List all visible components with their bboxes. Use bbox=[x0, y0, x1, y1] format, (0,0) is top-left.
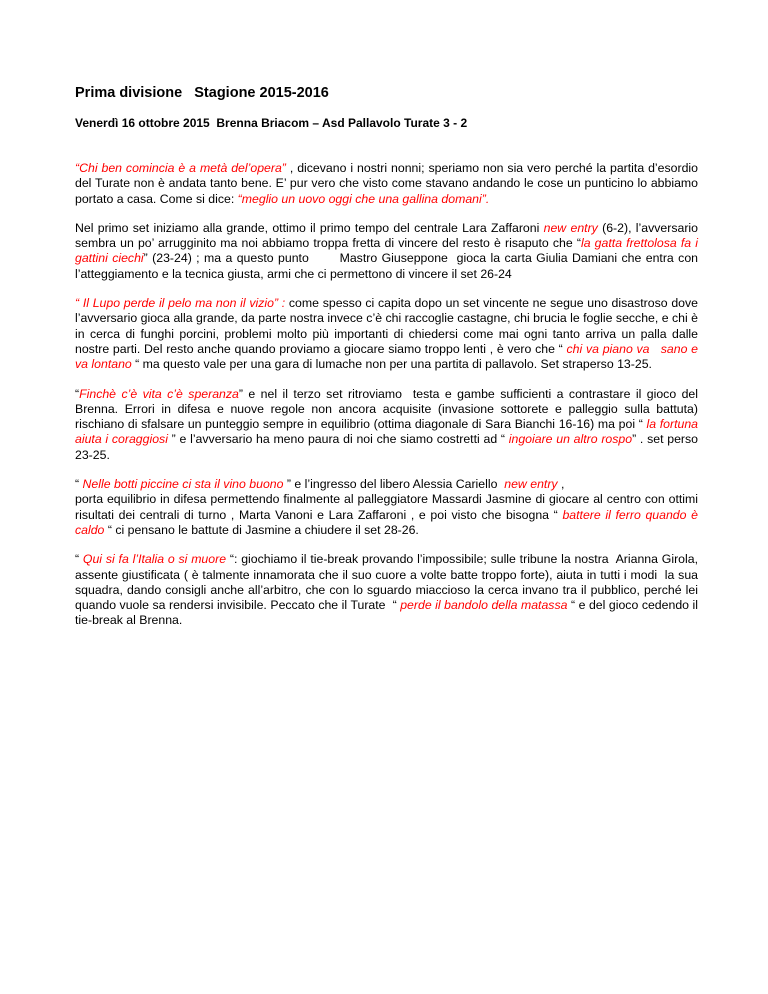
paragraph-text: “ ma questo vale per una gara di lumache non per una partita di pallavolo. Set straperso 13-25. bbox=[131, 357, 652, 372]
paragraph bbox=[75, 552, 702, 628]
paragraph-text: (6-2), l’avversario sembra un po’ arrugginito ma noi abbiamo troppa fretta di vincere del resto è risaputo che “ bbox=[75, 220, 702, 251]
match-heading: Venerdì 16 ottobre 2015 Brenna Briacom – Asd Pallavolo Turate 3 - 2 bbox=[75, 116, 468, 130]
paragraph-text: “ Il Lupo perde il pelo ma non il vizio” : bbox=[75, 296, 286, 311]
paragraph-text: “ ci pensano le battute di Jasmine a chiudere il set 28-26. bbox=[104, 522, 419, 537]
paragraph bbox=[75, 296, 702, 372]
paragraph bbox=[75, 386, 702, 463]
document-title: Prima divisione Stagione 2015-2016 bbox=[75, 85, 329, 101]
paragraph-text: la fortuna aiuta i coraggiosi bbox=[75, 417, 702, 447]
paragraph-text: Nelle botti piccine ci sta il vino buono bbox=[82, 477, 284, 492]
paragraph-text: “meglio un uovo oggi che una gallina domani”. bbox=[237, 191, 490, 206]
paragraph-text: ingoiare un altro rospo bbox=[508, 432, 633, 447]
paragraph-text: ” e nel il terzo set ritroviamo testa e gambe sufficienti a contrastare il gioco del Brenna. Errori in difesa e nuove regole non ancora acquisite (invasione sottorete e palleggio sulla battuta) rischiano di sfalsare un punteggio sempre in equilibrio (ottima diagonale di Sara Bianchi 16-16) ma poi “ bbox=[75, 386, 702, 432]
paragraph-text: new entry bbox=[543, 220, 598, 235]
paragraph bbox=[75, 477, 702, 538]
paragraph-text: la gatta frettolosa fa i gattini ciechi bbox=[75, 236, 702, 266]
paragraph bbox=[75, 220, 702, 282]
paragraph-text: “ bbox=[75, 477, 83, 492]
paragraph-text: “ e del gioco cedendo il tie-break al Brenna. bbox=[75, 598, 702, 628]
paragraph-text: chi va piano va sano e va lontano bbox=[75, 341, 702, 372]
paragraph bbox=[75, 161, 702, 207]
paragraph-text: new entry bbox=[504, 477, 558, 492]
paragraph-text: ” . set perso 23-25. bbox=[75, 432, 702, 462]
paragraph-text: “: giochiamo il tie-break provando l’impossibile; sulle tribune la nostra Arianna Girola, assente giustificata ( è talmente innamorata che il suo cuore a volte batte troppo forte), aiuta in tutti i modi la sua squadra, dando consigli anche all’arbitro, che con lo sguardo miaccioso la cerca invano tra il pubblico, perché lei quando vuole sa rendersi invisibile. Peccato che il Turate “ bbox=[75, 552, 702, 613]
paragraph-text: , porta equilibrio in difesa permettendo finalmente al palleggiatore Massardi Jasmine di giocare al centro con ottimi risultati dei centrali di turno , Marta Vanoni e Lara Zaffaroni , e poi visto che bisogna “ bbox=[75, 477, 698, 522]
document-page bbox=[75, 84, 702, 643]
paragraph-text: “ bbox=[75, 386, 80, 401]
paragraph-text: come spesso ci capita dopo un set vincente ne segue uno disastroso dove l’avversario gioca alla grande, da parte nostra invece c’è chi raccoglie castagne, chi brucia le foglie secche, e chi è in cerca di funghi porcini, problemi molto più importanti di chiedersi come mai ogni tanto arriva un palla dalle nostre parti. Del resto anche quando proviamo a giocare siamo troppo lenti , è vero che “ bbox=[75, 296, 702, 356]
paragraph-text: “Chi ben comincia è a metà del’opera” bbox=[75, 161, 290, 175]
paragraph-text: Finchè c’è vita c’è speranza bbox=[79, 386, 239, 401]
paragraph-text: Qui si fa l’Italia o si muore bbox=[82, 552, 227, 567]
paragraph-text: , dicevano i nostri nonni; speriamo non sia vero perché la partita d’esordio del Turate non è andata tanto bene. E’ pur vero che visto come stavano andando le cose un punticino lo abbiamo portato a casa. Come si dice: bbox=[75, 161, 702, 206]
paragraph-text: ” e l’ingresso del libero Alessia Cariello bbox=[283, 477, 505, 492]
paragraph-text: “ bbox=[75, 552, 83, 567]
paragraph-text: battere il ferro quando è caldo bbox=[75, 507, 702, 537]
paragraph-text: ” e l’avversario ha meno paura di noi che siamo costretti ad “ bbox=[167, 432, 509, 447]
paragraph-text: perde il bandolo della matassa bbox=[400, 598, 568, 613]
paragraph-text: ” (23-24) ; ma a questo punto Mastro Giuseppone gioca la carta Giulia Damiani che entra con l’atteggiamento e la tecnica giusta, armi che ci permettono di vincere il set 26-24 bbox=[75, 251, 702, 281]
paragraph-text: Nel primo set iniziamo alla grande, ottimo il primo tempo del centrale Lara Zaffaroni bbox=[75, 220, 544, 235]
